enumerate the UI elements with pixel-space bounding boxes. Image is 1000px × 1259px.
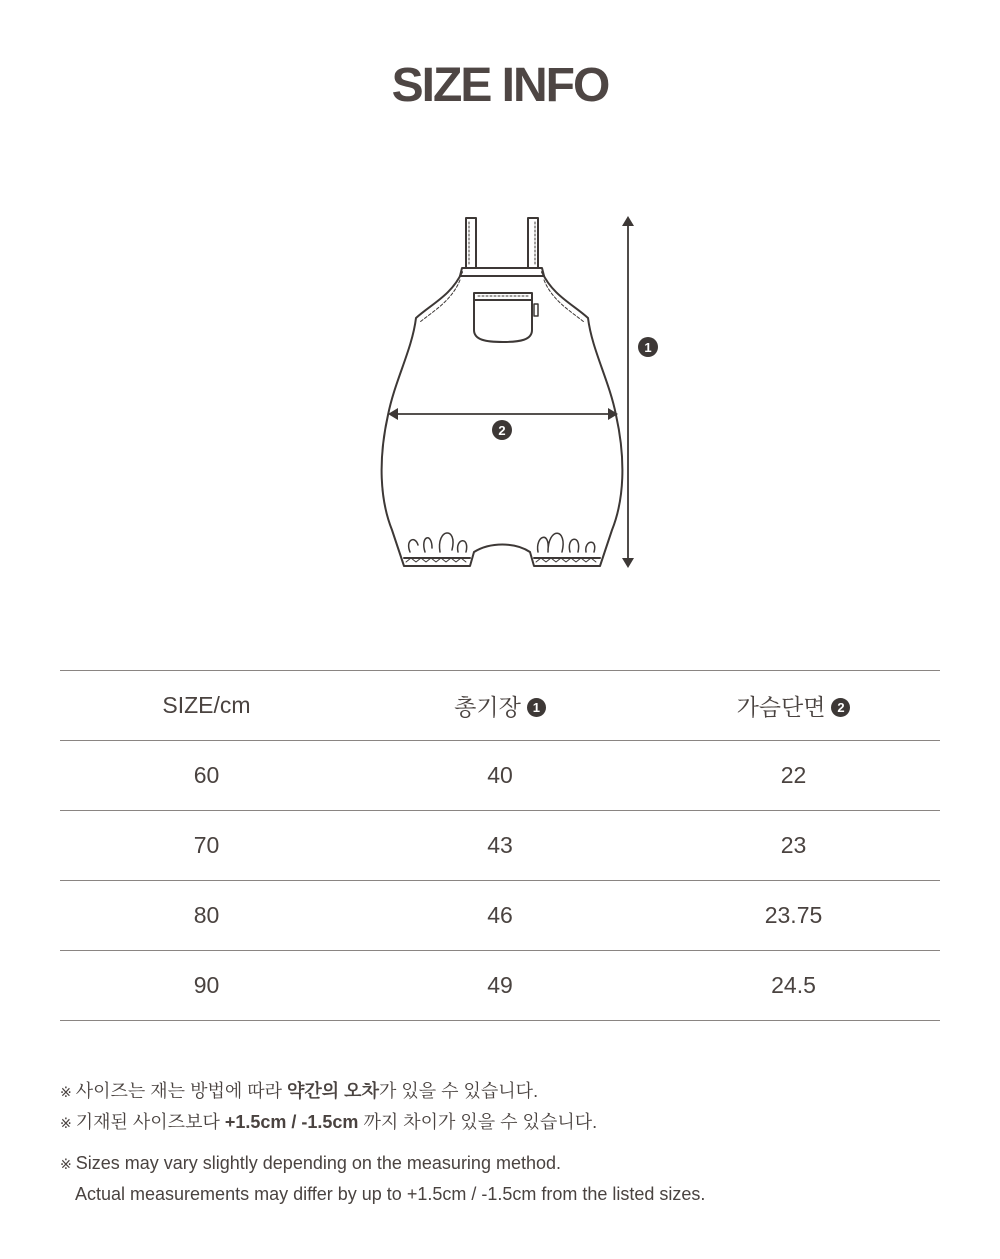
size-table [60,670,940,1021]
reference-mark: ※ [60,1156,72,1172]
chest-marker [492,420,512,440]
header-chest-width: 가슴단면 2 [647,671,940,741]
cell-length: 40 [353,741,647,811]
cell-size: 60 [60,741,353,811]
table-row [60,951,940,1021]
note-korean-1: ※ 사이즈는 재는 방법에 따라 약간의 오차가 있을 수 있습니다. [60,1081,539,1101]
table-row [60,811,940,881]
cell-chest: 23.75 [647,881,940,951]
cell-chest: 23 [647,811,940,881]
length-badge: 1 [527,698,546,717]
size-notes [60,1076,940,1209]
cell-chest: 24.5 [647,951,940,1021]
reference-mark: ※ [60,1115,72,1131]
svg-text:1: 1 [644,340,652,355]
header-size: SIZE/cm [60,671,353,741]
cell-size: 70 [60,811,353,881]
page-title: SIZE INFO [391,59,609,112]
cell-length: 46 [353,881,647,951]
note-english-1: ※ Sizes may vary slightly depending on the measuring method. [60,1153,561,1173]
romper-illustration [0,200,1000,590]
cell-length: 49 [353,951,647,1021]
table-row [60,881,940,951]
note-english-2: Actual measurements may differ by up to +1.5cm / -1.5cm from the listed sizes. [75,1184,706,1204]
length-marker [638,337,658,357]
chest-badge: 2 [831,698,850,717]
cell-chest: 22 [647,741,940,811]
cell-size: 80 [60,881,353,951]
cell-size: 90 [60,951,353,1021]
cell-length: 43 [353,811,647,881]
table-header-row [60,671,940,741]
header-total-length: 총기장 1 [353,671,647,741]
reference-mark: ※ [60,1084,72,1100]
svg-text:2: 2 [498,423,506,438]
table-row [60,741,940,811]
note-korean-2: ※ 기재된 사이즈보다 +1.5cm / -1.5cm 까지 차이가 있을 수 있습니다. [60,1112,598,1132]
